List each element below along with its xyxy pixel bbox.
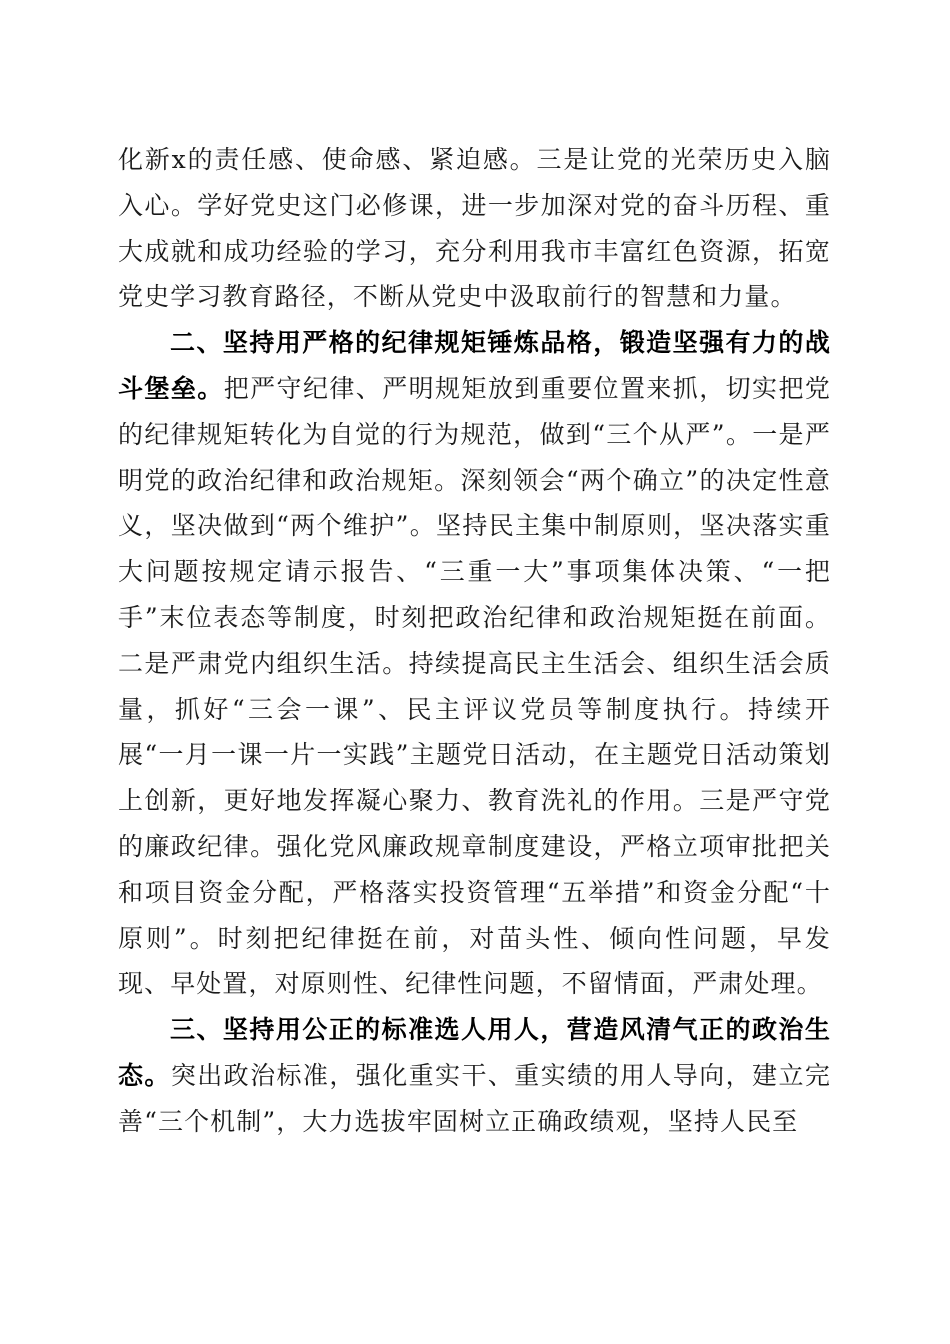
paragraph-continuation bbox=[118, 137, 831, 320]
document-body bbox=[118, 137, 831, 1145]
paragraph-section-two bbox=[118, 320, 831, 1007]
section-two-text: 把严守纪律、严明规矩放到重要位置来抓，切实把党的纪律规矩转化为自觉的行为规范，做到“三个从严”。一是严明党的政治纪律和政治规矩。深刻领会“两个确立”的决定性意义，坚决做到“两个维护”。坚持民主集中制原则，坚决落实重大问题按规定请示报告、“三重一大”事项集体决策、“一把手”末位表态等制度，时刻把政治纪律和政治规矩挺在前面。二是严肃党内组织生活。持续提高民主生活会、组织生活会质量，抓好“三会一课”、民主评议党员等制度执行。持续开展“一月一课一片一实践”主题党日活动，在主题党日活动策划上创新，更好地发挥凝心聚力、教育洗礼的作用。三是严守党的廉政纪律。强化党风廉政规章制度建设，严格立项审批把关和项目资金分配，严格落实投资管理“五举措”和资金分配“十原则”。时刻把纪律挺在前，对苗头性、倾向性问题，早发现、早处置，对原则性、纪律性问题，不留情面，严肃处理。 bbox=[118, 373, 831, 999]
paragraph-text: 化新x的责任感、使命感、紧迫感。三是让党的光荣历史入脑入心。学好党史这门必修课，进一步加深对党的奋斗历程、重大成就和成功经验的学习，充分利用我市丰富红色资源，拓宽党史学习教育路径，不断从党史中汲取前行的智慧和力量。 bbox=[118, 145, 831, 312]
paragraph-section-three bbox=[118, 1007, 831, 1144]
section-two-heading: 二、坚持用严格的纪律规矩锤炼品格，锻造坚强有力的战斗堡垒。 bbox=[118, 328, 831, 403]
section-three-text: 突出政治标准，强化重实干、重实绩的用人导向，建立完善“三个机制”，大力选拔牢固树立正确政绩观，坚持人民至 bbox=[118, 1060, 831, 1136]
section-three-heading: 三、坚持用公正的标准选人用人，营造风清气正的政治生态。 bbox=[118, 1015, 831, 1090]
